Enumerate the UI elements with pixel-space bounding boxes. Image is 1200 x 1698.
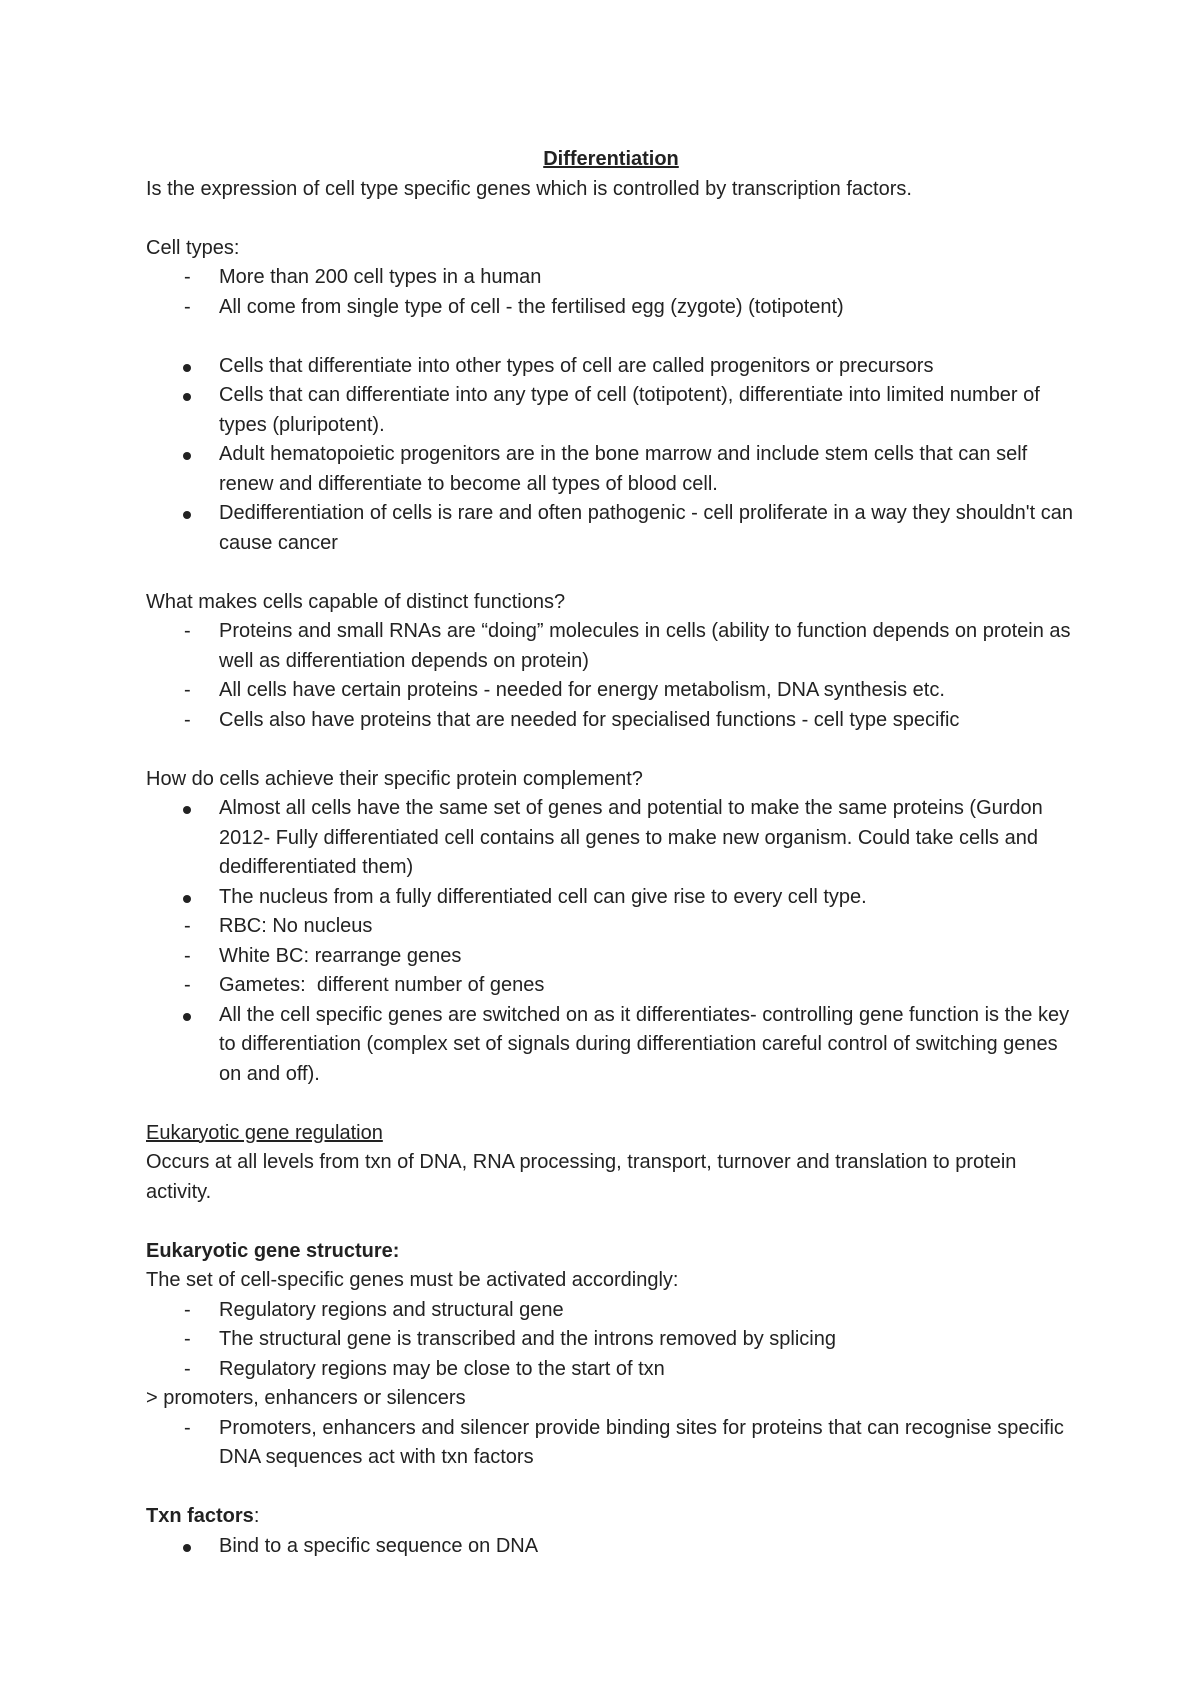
- dash-marker: -: [184, 974, 191, 996]
- dash-marker: -: [184, 915, 191, 937]
- list-item: The nucleus from a fully differentiated cell can give rise to every cell type.: [219, 885, 867, 908]
- dash-marker: -: [184, 266, 191, 288]
- txn-list: [146, 1532, 1076, 1562]
- cell-types-heading: Cell types:: [146, 236, 240, 259]
- cell-types-bullet-list: [146, 352, 1076, 559]
- spacer: [146, 204, 1076, 234]
- structure-heading: Eukaryotic gene structure:: [146, 1239, 400, 1262]
- page-title: Differentiation: [543, 148, 679, 170]
- dash-marker: -: [184, 679, 191, 701]
- structure-intro: The set of cell-specific genes must be activated accordingly:: [146, 1269, 679, 1291]
- spacer: [146, 1089, 1076, 1119]
- list-item: Dedifferentiation of cells is rare and often pathogenic - cell proliferate in a way they shouldn't can cause cancer: [219, 502, 1073, 554]
- list-item: Adult hematopoietic progenitors are in the bone marrow and include stem cells that can self renew and differentiate to become all types of blood cell.: [219, 443, 1028, 495]
- dash-marker: -: [184, 1328, 191, 1350]
- dash-marker: -: [184, 944, 191, 967]
- list-item: Bind to a specific sequence on DNA: [219, 1534, 539, 1557]
- list-item: - Proteins and small RNAs are “doing” molecules in cells (ability to function depends on protein as well as differentiation depends on protein): [146, 617, 1076, 676]
- list-item: - Gametes: different number of genes: [146, 971, 1076, 1001]
- dash-marker: -: [184, 1416, 191, 1439]
- list-item: - RBC: No nucleus: [146, 912, 1076, 942]
- complement-heading: How do cells achieve their specific protein complement?: [146, 767, 643, 790]
- cell-types-dash-list: [146, 263, 1076, 322]
- intro-text: Is the expression of cell type specific genes which is controlled by transcription factors.: [146, 177, 912, 200]
- list-item: Cells that can differentiate into any type of cell (totipotent), differentiate into limited number of types (pluripotent).: [219, 384, 1040, 436]
- list-item: All the cell specific genes are switched on as it differentiates- controlling gene function is the key to differentiation (complex set of signals during differentiation careful control of switching genes on and off).: [219, 1003, 1070, 1085]
- list-item: Almost all cells have the same set of genes and potential to make the same proteins (Gurdon 2012- Fully differentiated cell contains all genes to make new organism. Could take cells and dedifferentiated them): [219, 797, 1043, 878]
- structure-note: > promoters, enhancers or silencers: [146, 1387, 466, 1409]
- txn-heading-colon: :: [253, 1505, 260, 1527]
- list-item: - The structural gene is transcribed and the introns removed by splicing: [146, 1325, 1076, 1355]
- list-item: - Cells also have proteins that are needed for specialised functions - cell type specific: [146, 706, 1076, 736]
- dash-marker: -: [184, 1298, 191, 1321]
- list-item: - All cells have certain proteins - needed for energy metabolism, DNA synthesis etc.: [146, 676, 1076, 706]
- spacer: [146, 322, 1076, 352]
- txn-heading: Txn factors: [146, 1505, 254, 1527]
- functions-heading: What makes cells capable of distinct functions?: [146, 590, 566, 613]
- list-item: - Promoters, enhancers and silencer provide binding sites for proteins that can recognise specific DNA sequences act with txn factors: [146, 1414, 1076, 1473]
- document-body: [146, 145, 1076, 1561]
- list-item: - White BC: rearrange genes: [146, 942, 1076, 972]
- complement-list: [146, 794, 1076, 1089]
- txn-heading-line: [146, 1502, 1076, 1532]
- functions-list: [146, 617, 1076, 735]
- spacer: [146, 735, 1076, 765]
- list-item: - All come from single type of cell - the fertilised egg (zygote) (totipotent): [146, 293, 1076, 323]
- dash-marker: -: [184, 295, 191, 318]
- regulation-heading: Eukaryotic gene regulation: [146, 1121, 383, 1144]
- structure-list-2: [146, 1414, 1076, 1473]
- dash-marker: -: [184, 708, 191, 731]
- list-item: Cells that differentiate into other types of cell are called progenitors or precursors: [219, 354, 934, 377]
- list-item: - More than 200 cell types in a human: [146, 263, 1076, 293]
- list-item: - Regulatory regions and structural gene: [146, 1296, 1076, 1326]
- structure-list: [146, 1296, 1076, 1385]
- regulation-text: Occurs at all levels from txn of DNA, RNA processing, transport, turnover and translation to protein activity.: [146, 1151, 1017, 1203]
- list-item: - Regulatory regions may be close to the start of txn: [146, 1355, 1076, 1385]
- dash-marker: -: [184, 1357, 191, 1380]
- spacer: [146, 558, 1076, 588]
- spacer: [146, 1207, 1076, 1237]
- dash-marker: -: [184, 620, 191, 642]
- spacer: [146, 1473, 1076, 1503]
